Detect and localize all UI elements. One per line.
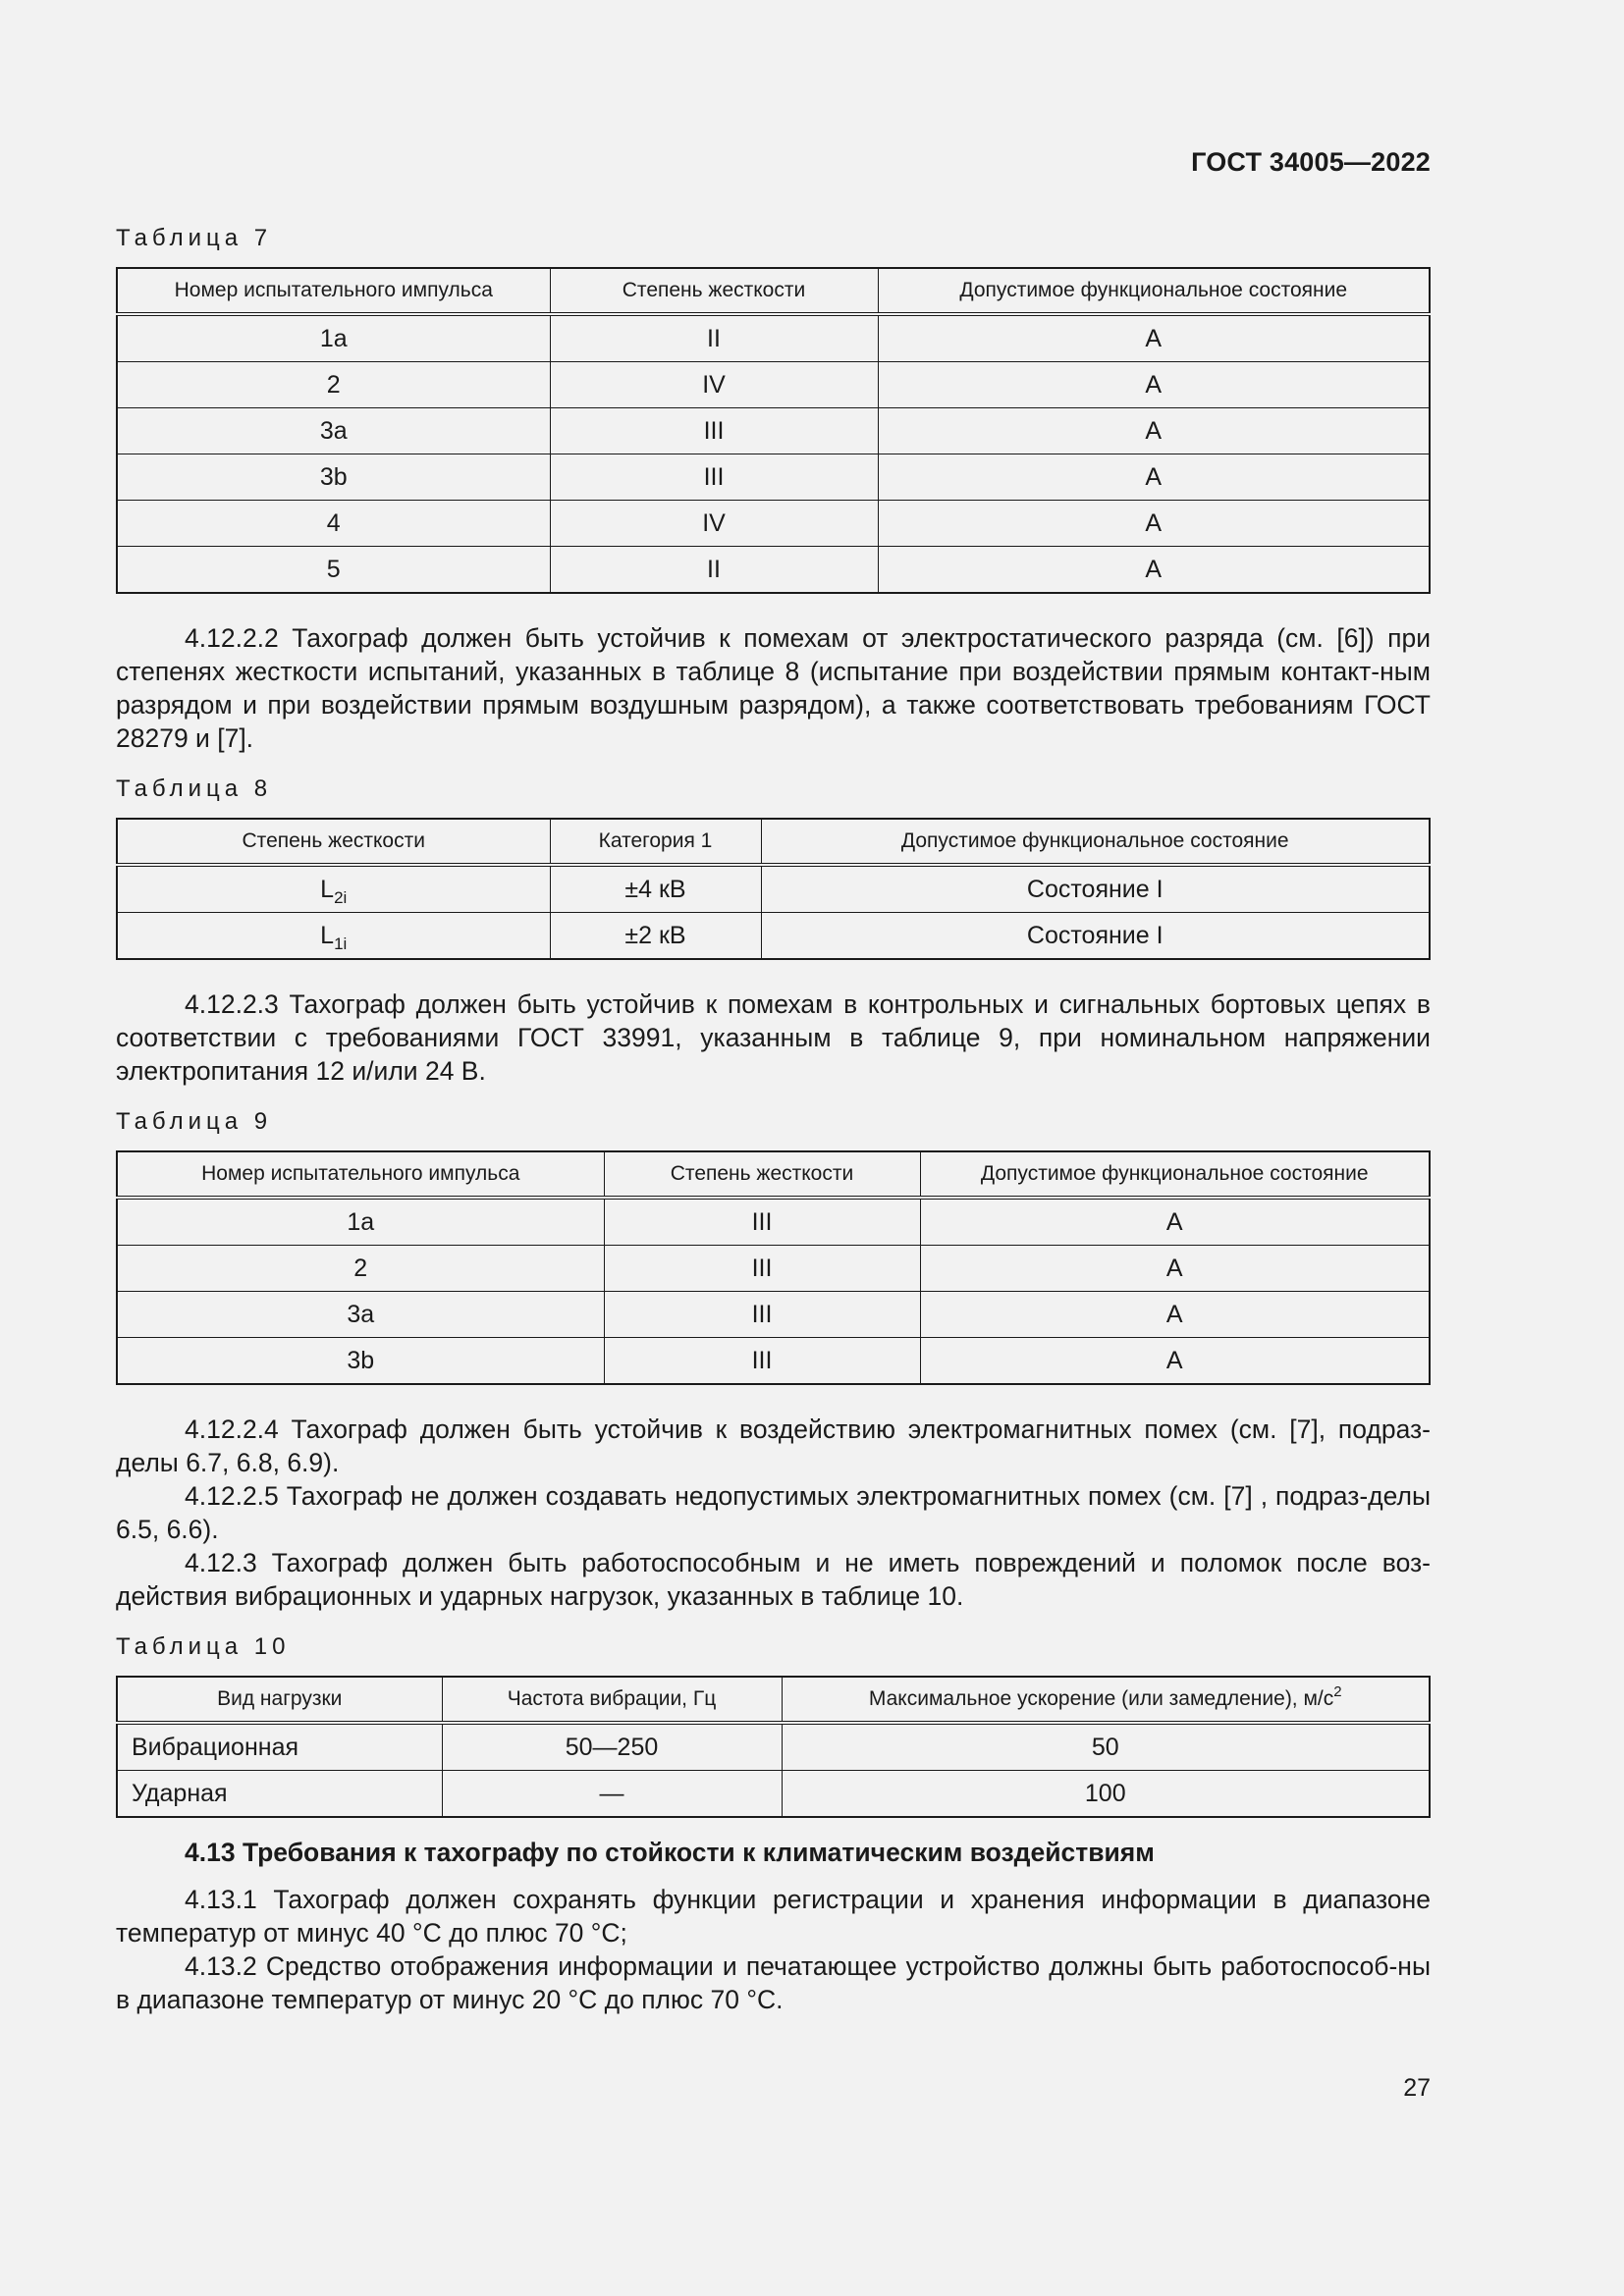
table-row <box>117 454 1430 501</box>
table-cell: III <box>604 1246 920 1292</box>
table-row <box>117 314 1430 362</box>
table-cell: A <box>920 1246 1430 1292</box>
table-row <box>117 913 1430 960</box>
page-content <box>116 224 1431 2016</box>
table-row <box>117 408 1430 454</box>
table-cell: 1a <box>117 1198 604 1246</box>
table-cell: Ударная <box>117 1771 442 1818</box>
table-cell: III <box>604 1198 920 1246</box>
table-row <box>117 1246 1430 1292</box>
table-8 <box>116 818 1431 960</box>
section-heading-4-13: 4.13 Требования к тахографу по стойкости к климатическим воздействиям <box>185 1838 1155 1867</box>
paragraph-4-12-2-5: 4.12.2.5 Тахограф не должен создавать недопустимых электромагнитных помех (см. [7] , подраз-делы 6.5, 6.6). <box>116 1481 1431 1544</box>
table-header-cell: Вид нагрузки <box>117 1677 442 1723</box>
unit-superscript: 2 <box>1333 1683 1342 1700</box>
table-cell: III <box>604 1292 920 1338</box>
table-row <box>117 1771 1430 1818</box>
table-cell: A <box>920 1338 1430 1385</box>
table-cell: 100 <box>782 1771 1430 1818</box>
table-9-caption: Таблица 9 <box>116 1108 273 1135</box>
table-cell: A <box>878 362 1430 408</box>
table-cell: 2 <box>117 1246 604 1292</box>
table-header-cell: Степень жесткости <box>117 819 550 865</box>
table-cell: Состояние I <box>761 913 1430 960</box>
paragraph-4-13-1: 4.13.1 Тахограф должен сохранять функции регистрации и хранения информации в диапазоне температур от минус 40 °С до плюс 70 °С; <box>116 1885 1431 1948</box>
level-subscript: 2i <box>334 887 348 907</box>
table-cell: — <box>442 1771 782 1818</box>
table-row <box>117 865 1430 913</box>
table-cell: IV <box>550 362 878 408</box>
table-cell: A <box>920 1292 1430 1338</box>
table-9 <box>116 1150 1431 1385</box>
table-10-header-row <box>117 1677 1430 1723</box>
table-cell: III <box>550 454 878 501</box>
table-10 <box>116 1676 1431 1818</box>
table-header-cell <box>782 1677 1430 1723</box>
table-header-cell: Номер испытательного импульса <box>117 1151 604 1198</box>
table-cell: III <box>550 408 878 454</box>
paragraph-4-12-2-3: 4.12.2.3 Тахограф должен быть устойчив к помехам в контрольных и сигнальных бортовых цепях в соответствии с требованиями ГОСТ 33991, указанным в таблице 9, при номинальном напряжении электропитания 12 и/или 24 В. <box>116 989 1431 1086</box>
table-8-header-row <box>117 819 1430 865</box>
table-row <box>117 1338 1430 1385</box>
level-symbol: L <box>320 921 335 949</box>
table-cell: Вибрационная <box>117 1723 442 1771</box>
page-number: 27 <box>1403 2074 1431 2102</box>
table-header-cell: Частота вибрации, Гц <box>442 1677 782 1723</box>
table-row <box>117 1292 1430 1338</box>
table-row <box>117 1723 1430 1771</box>
table-cell: IV <box>550 501 878 547</box>
table-cell: 3a <box>117 1292 604 1338</box>
level-subscript: 1i <box>334 934 348 953</box>
table-cell: A <box>878 314 1430 362</box>
table-cell: III <box>604 1338 920 1385</box>
table-cell: A <box>878 501 1430 547</box>
table-header-cell: Категория 1 <box>550 819 761 865</box>
table-header-cell: Номер испытательного импульса <box>117 268 550 314</box>
table-cell: II <box>550 547 878 594</box>
table-cell: 50—250 <box>442 1723 782 1771</box>
table-row <box>117 362 1430 408</box>
table-cell: A <box>920 1198 1430 1246</box>
table-header-cell: Допустимое функциональное состояние <box>878 268 1430 314</box>
table-cell: A <box>878 408 1430 454</box>
table-cell <box>117 865 550 913</box>
table-7-header-row <box>117 268 1430 314</box>
table-row <box>117 501 1430 547</box>
table-cell: 50 <box>782 1723 1430 1771</box>
table-cell: A <box>878 547 1430 594</box>
table-cell: 3b <box>117 1338 604 1385</box>
table-row <box>117 547 1430 594</box>
table-cell: ±4 кВ <box>550 865 761 913</box>
paragraph-4-12-2-4: 4.12.2.4 Тахограф должен быть устойчив к воздействию электромагнитных помех (см. [7], подраз-делы 6.7, 6.8, 6.9). <box>116 1415 1431 1477</box>
table-row <box>117 1198 1430 1246</box>
level-symbol: L <box>320 875 335 903</box>
table-cell: II <box>550 314 878 362</box>
table-cell: 1a <box>117 314 550 362</box>
table-header-cell: Степень жесткости <box>550 268 878 314</box>
document-id-header: ГОСТ 34005—2022 <box>1191 147 1431 177</box>
table-8-caption: Таблица 8 <box>116 775 273 802</box>
table-cell: Состояние I <box>761 865 1430 913</box>
table-7 <box>116 267 1431 594</box>
table-cell: 2 <box>117 362 550 408</box>
table-cell: 4 <box>117 501 550 547</box>
table-cell: A <box>878 454 1430 501</box>
table-header-cell: Степень жесткости <box>604 1151 920 1198</box>
table-cell: 3b <box>117 454 550 501</box>
paragraph-4-12-2-2: 4.12.2.2 Тахограф должен быть устойчив к помехам от электростатического разряда (см. [6]) при степенях жесткости испытаний, указанных в таблице 8 (испытание при воздействии прямым контакт-ным разрядом и при воздействии прямым воздушным разрядом), а также соответствовать требованиям ГОСТ 28279 и [7]. <box>116 623 1431 753</box>
paragraph-4-13-2: 4.13.2 Средство отображения информации и печатающее устройство должны быть работоспособ-ны в диапазоне температур от минус 20 °С до плюс 70 °С. <box>116 1951 1431 2014</box>
table-10-caption: Таблица 10 <box>116 1633 291 1660</box>
table-7-caption: Таблица 7 <box>116 225 273 251</box>
table-header-cell: Допустимое функциональное состояние <box>761 819 1430 865</box>
table-cell <box>117 913 550 960</box>
table-cell: 3a <box>117 408 550 454</box>
paragraph-4-12-3: 4.12.3 Тахограф должен быть работоспособным и не иметь повреждений и поломок после воз-действия вибрационных и ударных нагрузок, указанных в таблице 10. <box>116 1548 1431 1611</box>
table-9-header-row <box>117 1151 1430 1198</box>
table-cell: ±2 кВ <box>550 913 761 960</box>
table-header-cell: Допустимое функциональное состояние <box>920 1151 1430 1198</box>
header-text: Максимальное ускорение (или замедление), м/с <box>868 1687 1334 1710</box>
table-cell: 5 <box>117 547 550 594</box>
